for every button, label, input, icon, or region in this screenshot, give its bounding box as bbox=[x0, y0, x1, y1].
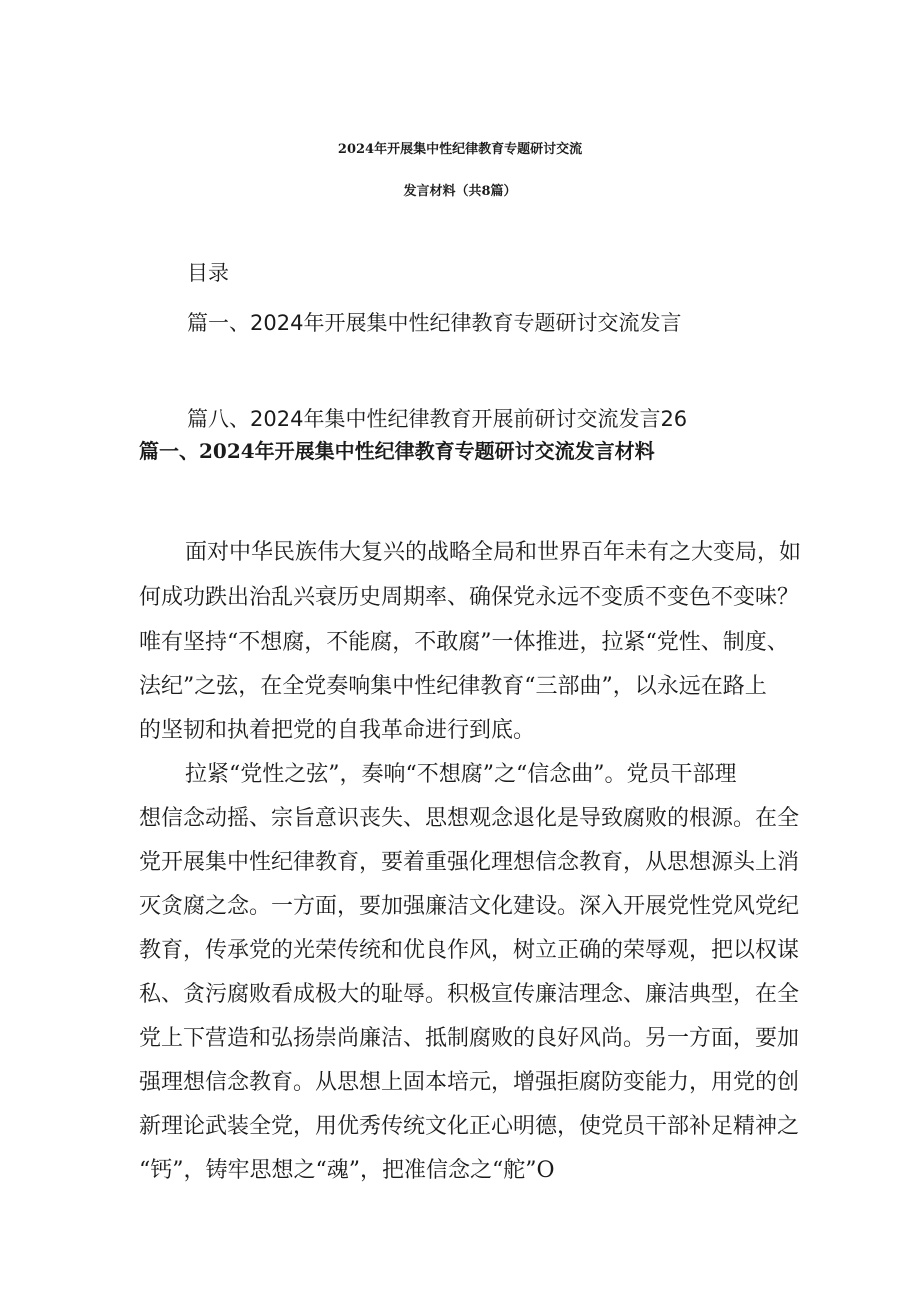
body-line-1: 面对中华民族伟大复兴的战略全局和世界百年未有之大变局，如 bbox=[185, 540, 802, 565]
body-line-11: 私、贪污腐败看成极大的耻辱。积极宣传廉洁理念、廉洁典型，在全 bbox=[139, 982, 800, 1007]
document-title-line-1: 2024年开展集中性纪律教育专题研讨交流 bbox=[337, 142, 583, 157]
document-title-line-2: 发言材料（共8篇） bbox=[403, 184, 517, 199]
body-line-5: 的坚韧和执着把党的自我革命进行到底。 bbox=[139, 718, 536, 743]
body-line-6: 拉紧“党性之弦”，奏响“不想腐”之“信念曲”。党员干部理 bbox=[185, 762, 737, 787]
toc-label: 目录 bbox=[187, 261, 229, 285]
body-line-14: 新理论武装全党，用优秀传统文化正心明德，使党员干部补足精神之 bbox=[139, 1114, 800, 1139]
body-line-9: 灭贪腐之念。一方面，要加强廉洁文化建设。深入开展党性党风党纪 bbox=[139, 894, 800, 919]
body-line-7: 想信念动摇、宗旨意识丧失、思想观念退化是导致腐败的根源。在全 bbox=[139, 806, 800, 831]
body-line-12: 党上下营造和弘扬崇尚廉洁、抵制腐败的良好风尚。另一方面，要加 bbox=[139, 1026, 800, 1051]
body-line-3: 唯有坚持“不想腐，不能腐，不敢腐”一体推进，拉紧“党性、制度、 bbox=[139, 630, 789, 655]
body-line-10: 教育，传承党的光荣传统和优良作风，树立正确的荣辱观，把以权谋 bbox=[139, 938, 800, 963]
body-line-2: 何成功跌出治乱兴衰历史周期率、确保党永远不变质不变色不变味？ bbox=[139, 585, 800, 610]
body-line-8: 党开展集中性纪律教育，要着重强化理想信念教育，从思想源头上消 bbox=[139, 850, 800, 875]
section-heading: 篇一、2024年开展集中性纪律教育专题研讨交流发言材料 bbox=[139, 439, 655, 463]
toc-item-8: 篇八、2024年集中性纪律教育开展前研讨交流发言26 bbox=[187, 407, 688, 431]
body-line-13: 强理想信念教育。从思想上固本培元，增强拒腐防变能力，用党的创 bbox=[139, 1070, 800, 1095]
body-line-4: 法纪”之弦，在全党奏响集中性纪律教育“三部曲”，以永远在路上 bbox=[139, 674, 767, 699]
body-line-15: “钙”，铸牢思想之“魂”，把准信念之“舵”O bbox=[139, 1158, 555, 1183]
toc-item-1: 篇一、2024年开展集中性纪律教育专题研讨交流发言 bbox=[187, 311, 682, 335]
